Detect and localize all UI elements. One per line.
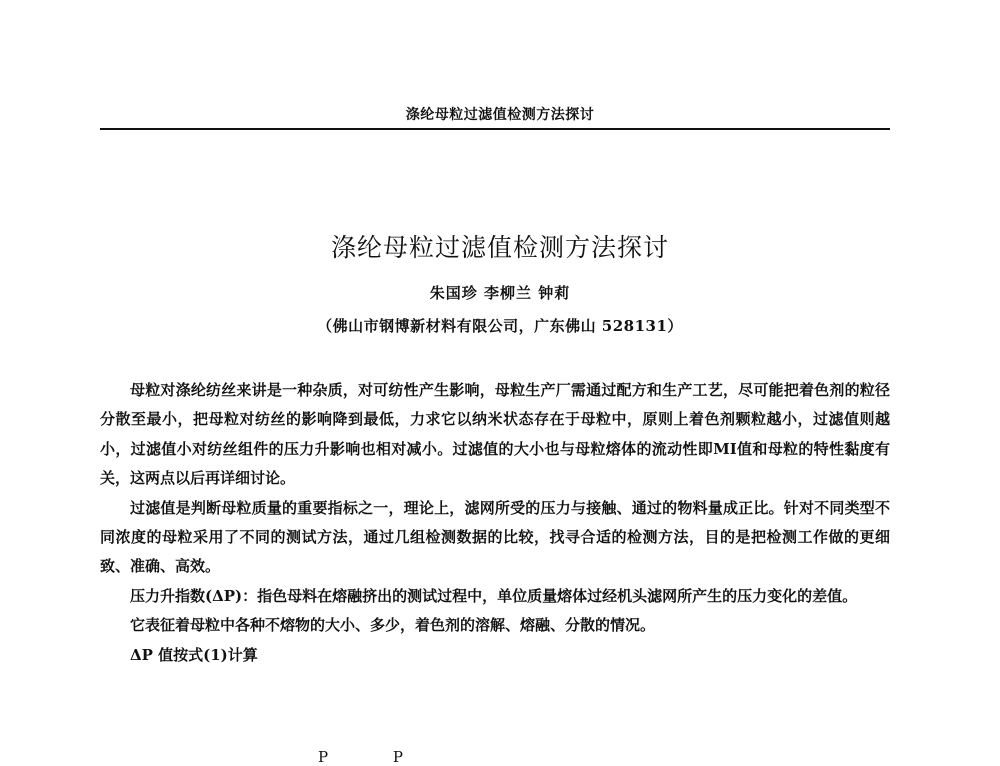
article-title: 涤纶母粒过滤值检测方法探讨 — [330, 233, 669, 262]
paragraph-intro: 母粒对涤纶纺丝来讲是一种杂质，对可纺性产生影响，母粒生产厂需通过配方和生产工艺，尽可能把着色剂的粒径分散至最小，把母粒对纺丝的影响降到最低，力求它以纳米状态存在于母粒中，原则上着色剂颗粒越小，过滤值则越小，过滤值小对纺丝组件的压力升影响也相对减小。过滤值的大小也与母粒熔体的流动性即MI值和母粒的特性黏度有关，这两点以后再详细讨论。 — [100, 381, 890, 488]
formula-fragment: P P — [318, 748, 433, 766]
article-authors: 朱国珍 李柳兰 钟莉 — [429, 284, 571, 302]
running-header: 涤纶母粒过滤值检测方法探讨 — [405, 107, 595, 123]
article-affiliation: （佛山市钢博新材料有限公司，广东佛山 528131） — [317, 317, 683, 335]
paragraph-pressure-index: 压力升指数(ΔP)：指色母料在熔融挤出的测试过程中，单位质量熔体过经机头滤网所产生的压力变化的差值。 — [130, 586, 858, 605]
paragraph-formula-intro: ΔP 值按式(1)计算 — [130, 645, 258, 664]
header-rule — [100, 128, 890, 130]
paragraph-characterization: 它表征着母粒中各种不熔物的大小、多少，着色剂的溶解、熔融、分散的情况。 — [130, 616, 656, 635]
paragraph-filter-value: 过滤值是判断母粒质量的重要指标之一，理论上，滤网所受的压力与接触、通过的物料量成正比。针对不同类型不同浓度的母粒采用了不同的测试方法，通过几组检测数据的比较，找寻合适的检测方法，目的是把检测工作做的更细致、准确、高效。 — [100, 498, 890, 576]
article-body — [100, 376, 890, 670]
